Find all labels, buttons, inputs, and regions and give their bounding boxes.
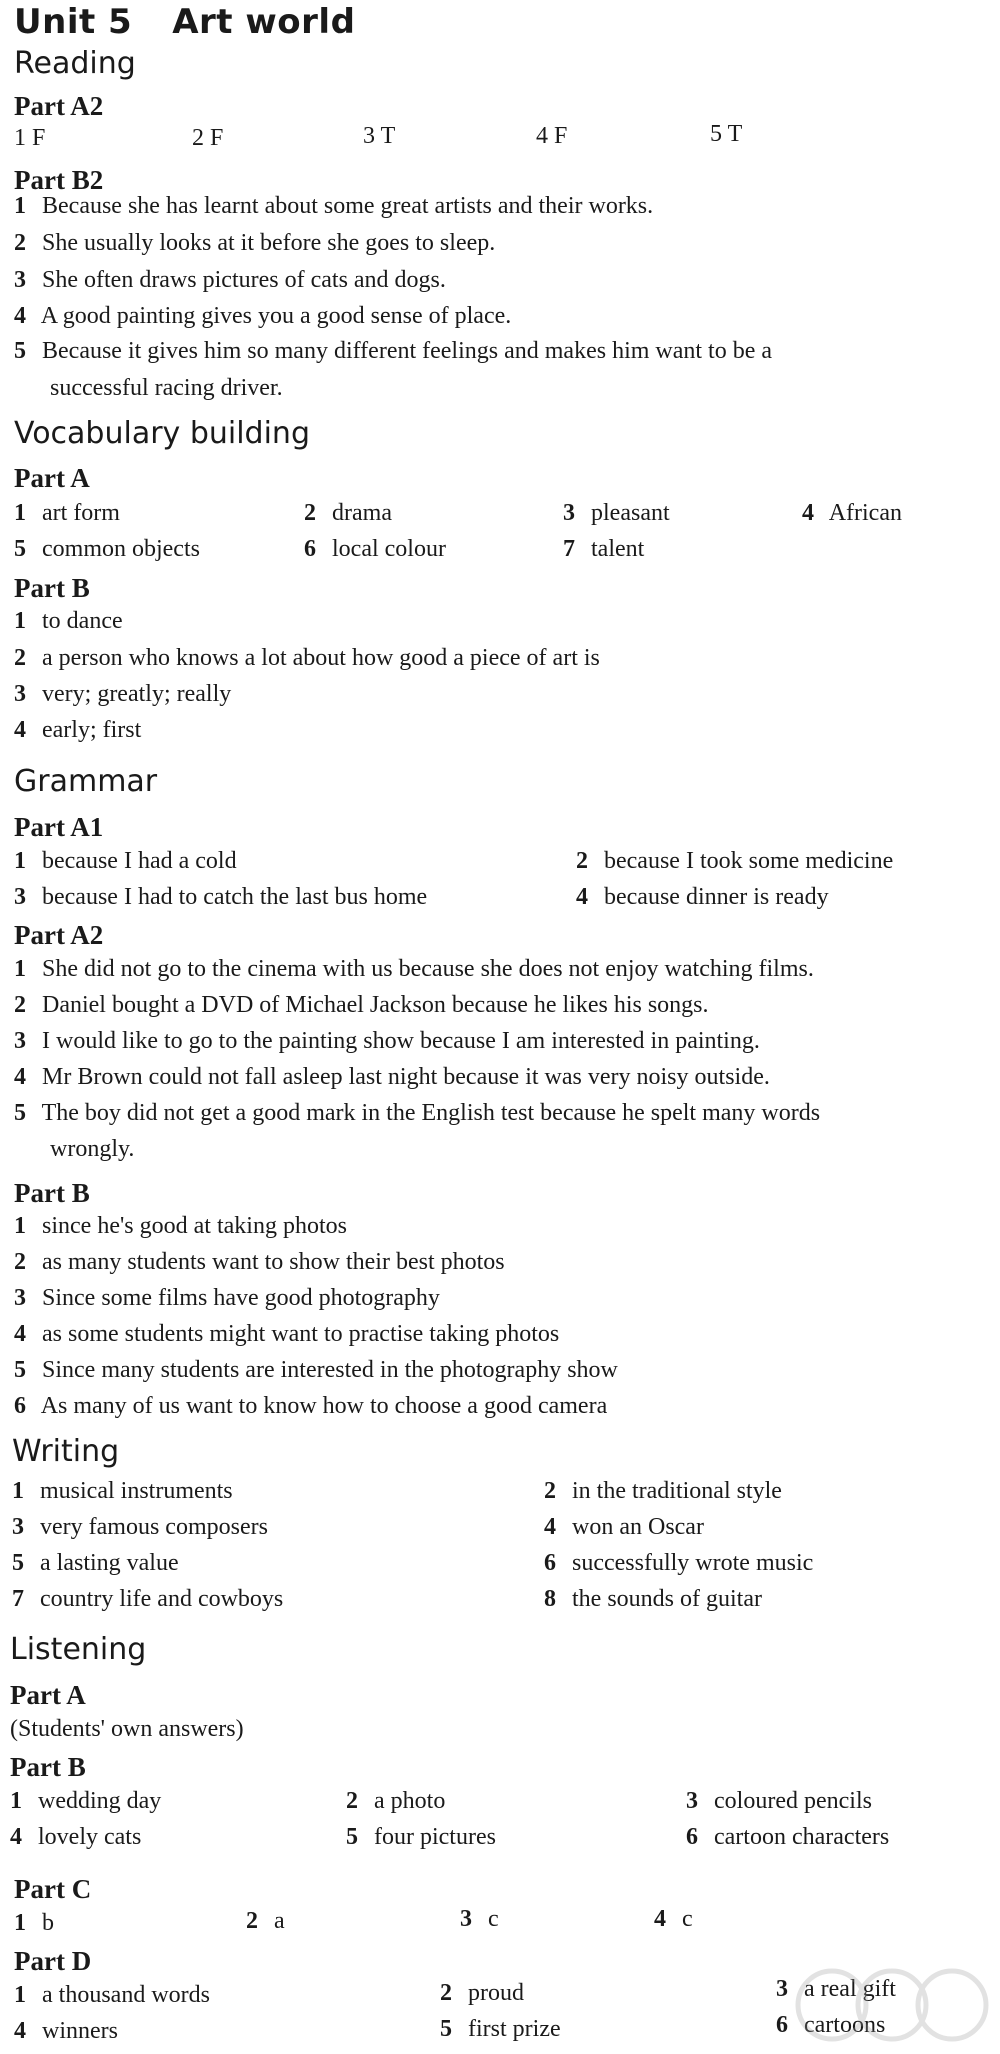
list-item: 3 I would like to go to the painting show because I am interested in painting.: [14, 1028, 760, 1054]
reading-part-a2-label: Part A2: [14, 91, 104, 121]
listening-part-a-label: Part A: [10, 1680, 86, 1710]
list-item: 3 Since some films have good photography: [14, 1285, 440, 1311]
list-item: 4 won an Oscar: [544, 1514, 704, 1540]
list-item: 3 a real gift: [776, 1976, 896, 2002]
list-item: 5 four pictures: [346, 1824, 496, 1850]
list-item: 2 drama: [304, 500, 392, 526]
list-item: 4 Mr Brown could not fall asleep last night because it was very noisy outside.: [14, 1064, 770, 1090]
list-item: 4 early; first: [14, 717, 142, 743]
reading-part-b2-label: Part B2: [14, 165, 104, 195]
unit-title: [14, 2, 355, 42]
list-item: 4 winners: [14, 2018, 118, 2044]
list-item: 2 a person who knows a lot about how good a piece of art is: [14, 645, 600, 671]
unit-label: Unit 5: [14, 2, 133, 42]
list-item: 8 the sounds of guitar: [544, 1586, 762, 1612]
grammar-part-a1-label: Part A1: [14, 812, 104, 842]
listening-part-c-label: Part C: [14, 1874, 92, 1904]
list-item: 1 She did not go to the cinema with us because she does not enjoy watching films.: [14, 956, 814, 982]
reading-a2-answer: 4 F: [536, 123, 568, 149]
list-item: 6 cartoon characters: [686, 1824, 890, 1850]
vocab-part-a-label: Part A: [14, 463, 90, 493]
list-item: 2 because I took some medicine: [576, 848, 894, 874]
list-item-continuation: successful racing driver.: [50, 375, 283, 401]
listening-heading: Listening: [10, 1632, 147, 1667]
list-item: 5 a lasting value: [12, 1550, 179, 1576]
list-item: 3 pleasant: [563, 500, 670, 526]
list-item: 4 lovely cats: [10, 1824, 142, 1850]
list-item: 4 as some students might want to practise taking photos: [14, 1321, 560, 1347]
list-item: 5 Because it gives him so many different feelings and makes him want to be a: [14, 338, 773, 364]
list-item: 3 very famous composers: [12, 1514, 268, 1540]
listening-part-d-label: Part D: [14, 1946, 92, 1976]
watermark-logo-icon: [792, 1960, 992, 2050]
list-item: 5 The boy did not get a good mark in the English test because he spelt many words: [14, 1100, 821, 1126]
list-item: 6 local colour: [304, 536, 446, 562]
list-item: 4 A good painting gives you a good sense of place.: [14, 303, 512, 329]
reading-a2-answer: 2 F: [192, 125, 224, 151]
list-item: 2 a: [246, 1908, 285, 1934]
writing-heading: Writing: [12, 1434, 120, 1469]
list-item: 2 proud: [440, 1980, 524, 2006]
reading-a2-answer: 5 T: [710, 121, 743, 147]
reading-a2-answer: 3 T: [363, 123, 396, 149]
list-item: 2 in the traditional style: [544, 1478, 782, 1504]
list-item: 3 coloured pencils: [686, 1788, 872, 1814]
list-item: 2 She usually looks at it before she goes to sleep.: [14, 230, 496, 256]
list-item: 1 a thousand words: [14, 1982, 210, 2008]
list-item-continuation: wrongly.: [50, 1136, 135, 1162]
grammar-part-a2-label: Part A2: [14, 920, 104, 950]
list-item: 1 b: [14, 1910, 54, 1936]
list-item: 3 very; greatly; really: [14, 681, 232, 707]
list-item: 1 because I had a cold: [14, 848, 237, 874]
list-item: 5 common objects: [14, 536, 200, 562]
list-item: 5 first prize: [440, 2016, 561, 2042]
unit-name: Art world: [172, 2, 356, 42]
list-item: 7 talent: [563, 536, 645, 562]
list-item: 3 She often draws pictures of cats and dogs.: [14, 267, 446, 293]
list-item: 2 as many students want to show their best photos: [14, 1249, 505, 1275]
list-item: 1 to dance: [14, 608, 123, 634]
list-item: 4 African: [802, 500, 902, 526]
list-item: 1 Because she has learnt about some great artists and their works.: [14, 193, 654, 219]
list-item: 6 successfully wrote music: [544, 1550, 814, 1576]
list-item: 7 country life and cowboys: [12, 1586, 284, 1612]
list-item: 6 As many of us want to know how to choose a good camera: [14, 1393, 608, 1419]
grammar-heading: Grammar: [14, 764, 158, 799]
list-item: 6 cartoons: [776, 2012, 886, 2038]
listening-part-b-label: Part B: [10, 1752, 86, 1782]
list-item: 4 because dinner is ready: [576, 884, 829, 910]
list-item: 2 a photo: [346, 1788, 446, 1814]
list-item: 2 Daniel bought a DVD of Michael Jackson because he likes his songs.: [14, 992, 709, 1018]
listening-part-a-note: (Students' own answers): [10, 1716, 244, 1742]
grammar-part-b-label: Part B: [14, 1178, 90, 1208]
reading-heading: Reading: [14, 46, 136, 81]
list-item: 1 musical instruments: [12, 1478, 233, 1504]
reading-a2-answer: 1 F: [14, 125, 46, 151]
list-item: 5 Since many students are interested in the photography show: [14, 1357, 618, 1383]
list-item: 3 because I had to catch the last bus home: [14, 884, 428, 910]
list-item: 3 c: [460, 1906, 499, 1932]
list-item: 4 c: [654, 1906, 693, 1932]
vocab-heading: Vocabulary building: [14, 416, 310, 451]
list-item: 1 since he's good at taking photos: [14, 1213, 347, 1239]
list-item: 1 art form: [14, 500, 120, 526]
vocab-part-b-label: Part B: [14, 573, 90, 603]
list-item: 1 wedding day: [10, 1788, 162, 1814]
